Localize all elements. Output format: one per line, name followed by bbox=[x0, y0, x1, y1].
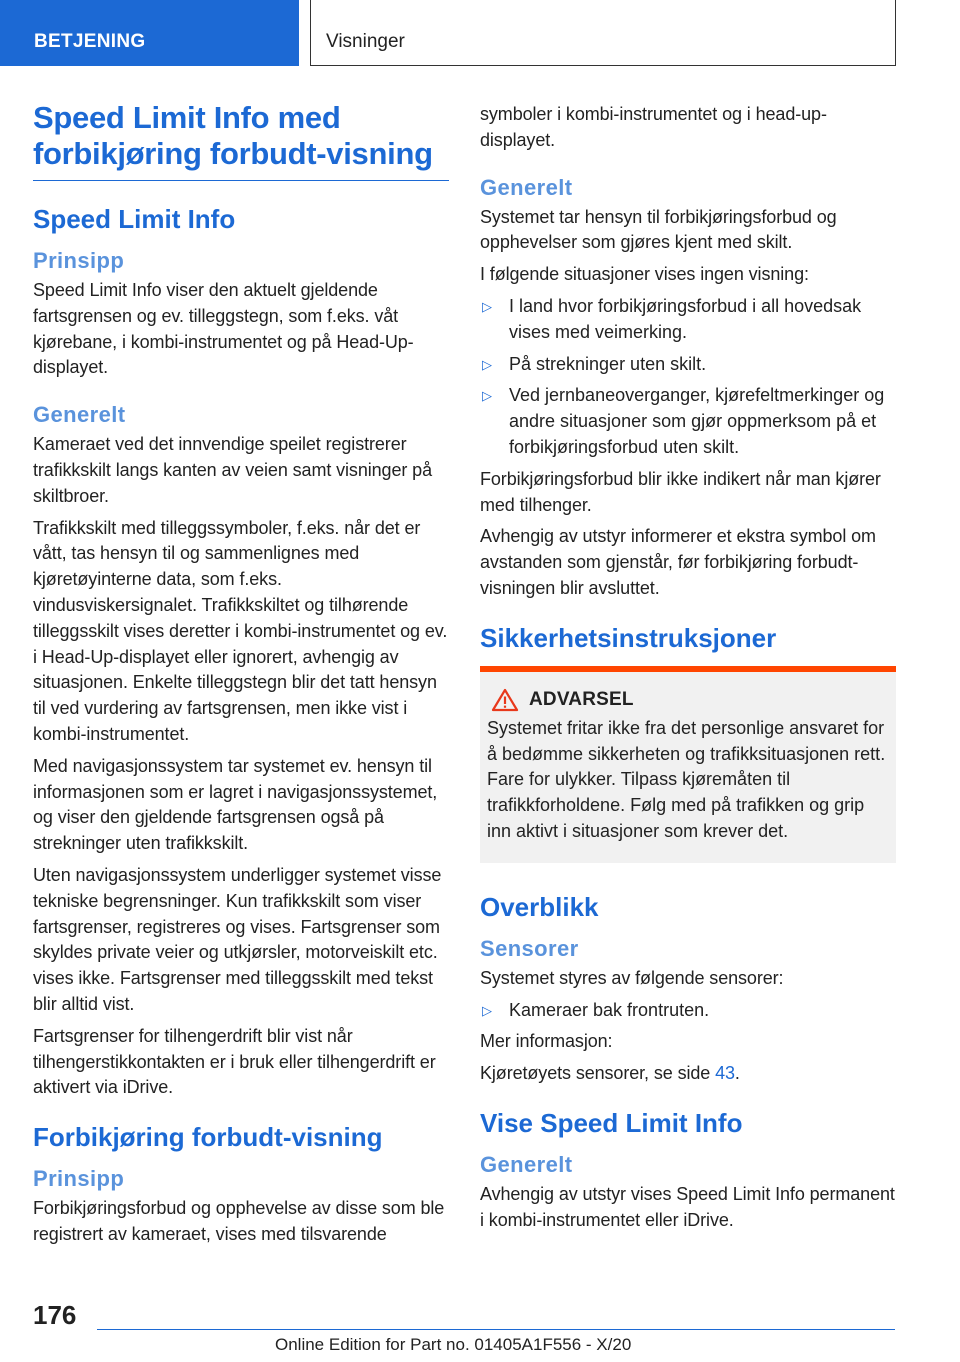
warning-title: ADVARSEL bbox=[529, 688, 634, 710]
warning-box bbox=[480, 666, 896, 863]
edition-text: Online Edition for Part no. 01405A1F556 - X/20 bbox=[275, 1335, 632, 1354]
paragraph: Trafikkskilt med tilleggssymboler, f.eks. når det er vått, tas hensyn til og sammenlignes med kjøretøyinterne data, som f.eks. vindusviskersignalet. Trafikkskiltet og tilhørende tilleggsskilt vises deretter i kombi-instrumentet og ev. i Head-Up-displayet eller ignorert, avhengig av situasjonen. Enkelte tilleggstegn blir det tatt hensyn til ved vurdering av fartsgrensen, men ikke vist i kombi-instrumentet. bbox=[33, 517, 448, 744]
bullet-list bbox=[480, 998, 896, 1024]
heading-overview: Overblikk bbox=[480, 891, 599, 922]
paragraph: Systemet tar hensyn til forbikjøringsforbud og opphevelser som gjøres kjent med skilt. bbox=[480, 206, 837, 253]
paragraph: Mer informasjon: bbox=[480, 1031, 613, 1052]
paragraph: Forbikjøringsforbud blir ikke indikert når man kjører med tilhenger. bbox=[480, 468, 881, 515]
left-column bbox=[33, 100, 449, 1254]
subheading-generelt: Generelt bbox=[33, 402, 126, 428]
list-item: ▷ I land hvor forbikjøringsforbud i all hovedsak vises med veimerking. bbox=[482, 295, 862, 342]
paragraph: Kameraet ved det innvendige speilet registrerer trafikkskilt langs kanten av veien samt visninger på skiltbroer. bbox=[33, 434, 432, 506]
heading-safety: Sikkerhetsinstruksjoner bbox=[480, 622, 777, 653]
section-tab: BETJENING bbox=[0, 0, 299, 66]
list-item: ▷ Ved jernbaneoverganger, kjørefeltmerkinger og andre situasjoner som gjør oppmerksom på et forbikjøringsforbud uten skilt. bbox=[482, 385, 885, 457]
subheading-prinsipp: Prinsipp bbox=[33, 1166, 125, 1192]
subheading-generelt: Generelt bbox=[480, 1151, 573, 1177]
heading-speed-limit-info: Speed Limit Info bbox=[33, 204, 236, 234]
footer-divider bbox=[97, 1329, 895, 1330]
bullet-list bbox=[480, 294, 896, 461]
heading-show-speed-limit: Vise Speed Limit Info bbox=[480, 1107, 743, 1138]
right-column bbox=[480, 100, 896, 1240]
list-item: ▷ På strekninger uten skilt. bbox=[480, 352, 896, 378]
warning-triangle-icon bbox=[491, 688, 519, 712]
paragraph: I følgende situasjoner vises ingen visning: bbox=[480, 264, 809, 285]
triangle-right-icon: ▷ bbox=[482, 298, 492, 314]
triangle-right-icon: ▷ bbox=[482, 356, 492, 372]
paragraph: Speed Limit Info viser den aktuelt gjeldende fartsgrensen og ev. tilleggstegn, som f.eks. våt kjørebane, i kombi-instrumentet og på Head-Up-displayet. bbox=[33, 280, 414, 378]
paragraph: Systemet styres av følgende sensorer: bbox=[480, 967, 784, 988]
page-header bbox=[0, 0, 960, 66]
triangle-right-icon: ▷ bbox=[482, 388, 492, 404]
paragraph: Avhengig av utstyr informerer et ekstra symbol om avstanden som gjenstår, før forbikjøring forbudt-visningen blir avsluttet. bbox=[480, 526, 876, 598]
chapter-label: Visninger bbox=[310, 0, 896, 66]
subheading-sensorer: Sensorer bbox=[480, 935, 579, 961]
page-link[interactable]: 43 bbox=[715, 1063, 735, 1084]
paragraph: Avhengig av utstyr vises Speed Limit Info permanent i kombi-instrumentet eller iDrive. bbox=[480, 1183, 895, 1230]
page-title: Speed Limit Info med forbikjøring forbudt-visning bbox=[33, 100, 449, 181]
heading-overtaking-ban: Forbikjøring forbudt-visning bbox=[33, 1122, 383, 1153]
paragraph: Med navigasjonssystem tar systemet ev. hensyn til informasjonen som er lagret i navigasjonssystemet, og viser den gjeldende fartsgrensen også på strekninger uten trafikkskilt. bbox=[33, 755, 438, 854]
paragraph: Forbikjøringsforbud og opphevelse av disse som ble registrert av kameraet, vises med tilsvarende bbox=[33, 1198, 445, 1244]
subheading-generelt: Generelt bbox=[480, 174, 573, 200]
list-item: ▷ Kameraer bak frontruten. bbox=[480, 998, 896, 1024]
paragraph: Fartsgrenser for tilhengerdrift blir vist når tilhengerstikkontakten er i bruk eller tilhengerdrift er aktivert via iDrive. bbox=[33, 1025, 436, 1098]
paragraph-with-link: Kjøretøyets sensorer, se side 43. bbox=[480, 1063, 740, 1084]
paragraph: Uten navigasjonssystem underligger systemet visse tekniske begrensninger. Kun trafikkskilt som viser fartsgrenser, registreres og vises. Fartsgrenser som skyldes private veier og utkjørsler, motorveiskilt etc. vises ikke. Fartsgrenser med tilleggsskilt med tekst blir alltid vist. bbox=[33, 864, 442, 1014]
page-number: 176 bbox=[33, 1300, 77, 1330]
paragraph: symboler i kombi-instrumentet og i head-up-displayet. bbox=[480, 104, 827, 150]
subheading-prinsipp: Prinsipp bbox=[33, 248, 125, 273]
warning-text: Systemet fritar ikke fra det personlige ansvaret for å bedømme sikkerheten og trafikksituasjonen rett. Fare for ulykker. Tilpass kjøremåten til trafikkforholdene. Følg med på trafikken og grip inn aktivt i situasjoner som krever det. bbox=[487, 717, 886, 841]
warning-header bbox=[487, 688, 888, 712]
triangle-right-icon: ▷ bbox=[482, 1002, 492, 1018]
